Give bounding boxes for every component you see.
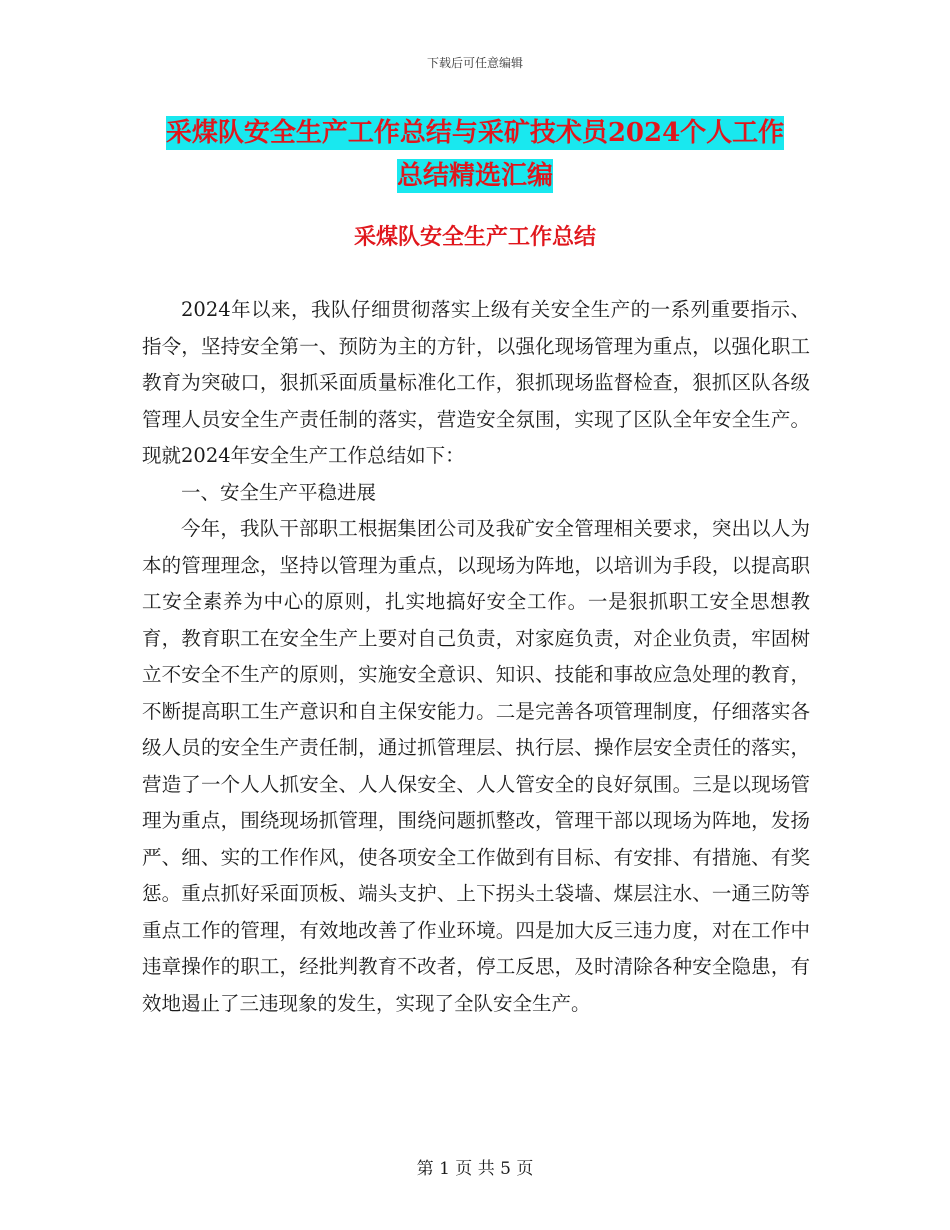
document-body <box>142 292 810 1022</box>
document-title-line-1: 采煤队安全生产工作总结与采矿技术员2024个人工作 <box>165 118 785 148</box>
section-title: 采煤队安全生产工作总结 <box>353 224 596 250</box>
body-subheading: 一、安全生产平稳进展 <box>181 480 377 504</box>
body-paragraph: 今年，我队干部职工根据集团公司及我矿安全管理相关要求，突出以人为本的管理理念，坚持以管理为重点，以现场为阵地，以培训为手段，以提高职工安全素养为中心的原则，扎实地搞好安全工作。一是狠抓职工安全思想教育，教育职工在安全生产上要对自己负责，对家庭负责，对企业负责，牢固树立不安全不生产的原则，实施安全意识、知识、技能和事故应急处理的教育，不断提高职工生产意识和自主保安能力。二是完善各项管理制度，仔细落实各级人员的安全生产责任制，通过抓管理层、执行层、操作层安全责任的落实，营造了一个人人抓安全、人人保安全、人人管安全的良好氛围。三是以现场管理为重点，围绕现场抓管理，围绕问题抓整改，管理干部以现场为阵地，发扬严、细、实的工作作风，使各项安全工作做到有目标、有安排、有措施、有奖惩。重点抓好采面顶板、端头支护、上下拐头土袋墙、煤层注水、一通三防等重点工作的管理，有效地改善了作业环境。四是加大反三违力度，对在工作中违章操作的职工，经批判教育不改者，停工反思，及时清除各种安全隐患，有效地遏止了三违现象的发生，实现了全队安全生产。 <box>142 517 810 1015</box>
header-note: 下载后可任意编辑 <box>426 56 523 70</box>
document-title-line-2: 总结精选汇编 <box>396 161 553 191</box>
page-number: 第 1 页 共 5 页 <box>416 1159 534 1179</box>
body-paragraph: 2024年以来，我队仔细贯彻落实上级有关安全生产的一系列重要指示、指令，坚持安全第一、预防为主的方针，以强化现场管理为重点，以强化职工教育为突破口，狠抓采面质量标准化工作，狠抓现场监督检查，狠抓区队各级管理人员安全生产责任制的落实，营造安全氛围，实现了区队全年安全生产。现就2024年安全生产工作总结如下： <box>142 298 810 467</box>
document-title <box>0 112 950 198</box>
